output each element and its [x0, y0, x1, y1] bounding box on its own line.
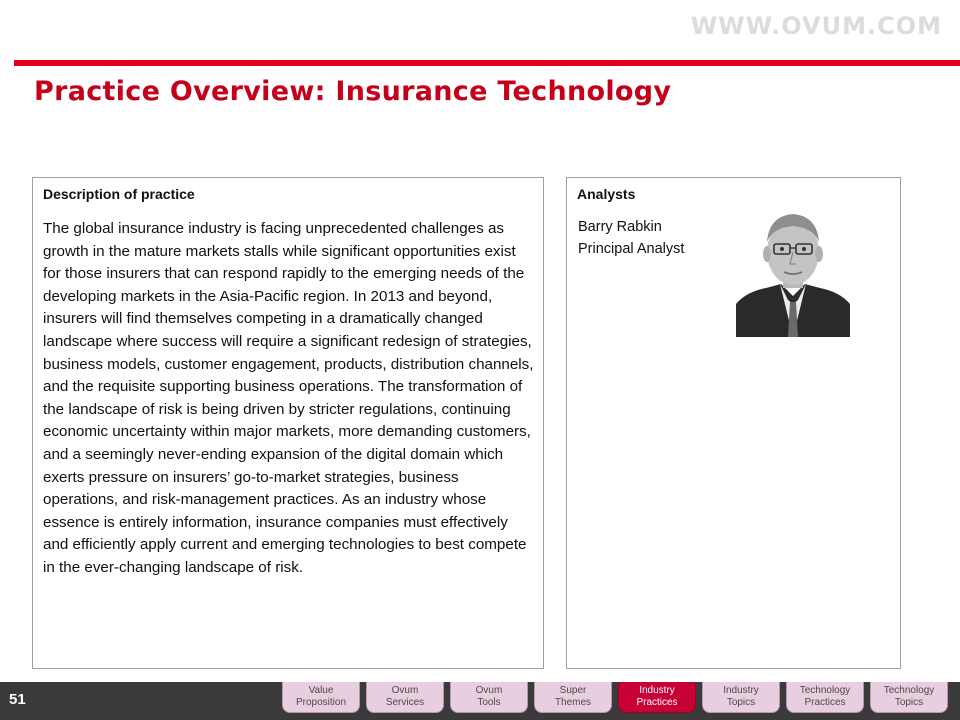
- nav-tab-technology-topics[interactable]: Technology Topics: [870, 682, 948, 713]
- brand-logo-text: WWW.OVUM.COM: [690, 12, 942, 40]
- nav-tab-value-proposition[interactable]: Value Proposition: [282, 682, 360, 713]
- analyst-role: Principal Analyst: [578, 241, 685, 257]
- page-number: 51: [9, 691, 26, 708]
- page-title: Practice Overview: Insurance Technology: [34, 76, 672, 107]
- nav-tab-ovum-tools[interactable]: Ovum Tools: [450, 682, 528, 713]
- analysts-heading: Analysts: [577, 186, 636, 202]
- nav-tab-super-themes[interactable]: Super Themes: [534, 682, 612, 713]
- nav-tab-industry-topics[interactable]: Industry Topics: [702, 682, 780, 713]
- description-body: The global insurance industry is facing unprecedented challenges as growth in the mature markets stalls while significant opportunities exist for those insurers that can respond rapidly to the emerging needs of the developing markets in the Asia-Pacific region. In 2013 and beyond, insurers will find themselves competing in a dramatically changed landscape where success will require a significant redesign of strategies, business models, customer engagement, products, distribution channels, and the requisite supporting business operations. The transformation of the landscape of risk is being driven by stricter regulations, continuing economic uncertainty within major markets, more demanding customers, and a seemingly never-ending expansion of the digital domain which exerts pressure on insurers’ go-to-market strategies, business operations, and risk-management practices. As an industry whose essence is entirely information, insurance companies must effectively and efficiently apply current and emerging technologies to best compete in the ever-changing landscape of risk.: [43, 220, 534, 576]
- nav-tab-technology-practices[interactable]: Technology Practices: [786, 682, 864, 713]
- description-heading: Description of practice: [43, 186, 195, 202]
- nav-tab-ovum-services[interactable]: Ovum Services: [366, 682, 444, 713]
- analyst-name: Barry Rabkin: [578, 219, 662, 235]
- analysts-panel: [566, 177, 901, 669]
- header-accent-bar: [14, 60, 960, 66]
- analyst-photo: [736, 204, 850, 337]
- footer-bar: [0, 682, 960, 720]
- nav-tab-industry-practices[interactable]: Industry Practices: [618, 682, 696, 713]
- description-panel: [32, 177, 544, 669]
